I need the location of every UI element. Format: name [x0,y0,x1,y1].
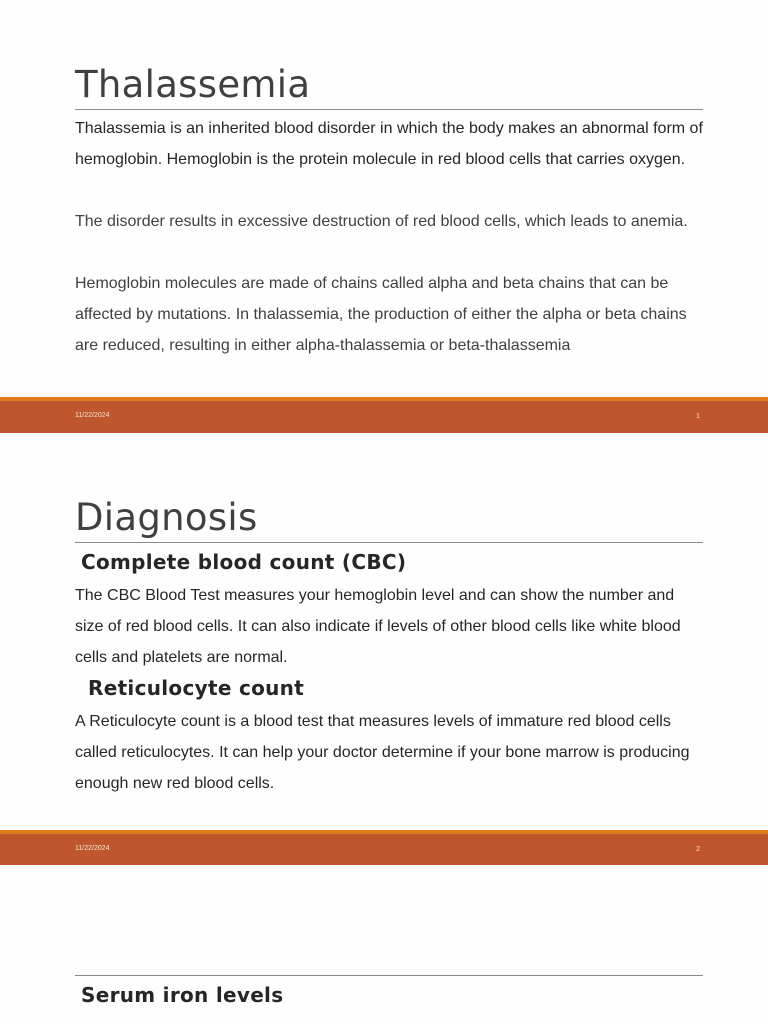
slide-title: Thalassemia [75,63,311,106]
slide-1 [0,0,768,433]
slide-number: 2 [696,846,700,853]
title-divider [75,975,703,976]
section-heading-serum-iron: Serum iron levels [81,983,284,1007]
section-heading-cbc: Complete blood count (CBC) [81,550,407,574]
title-divider [75,109,703,110]
section-text-reticulocyte: A Reticulocyte count is a blood test that measures levels of immature red blood cells called reticulocytes. It can help your doctor determine if your bone marrow is producing enough new red blood cells. [75,713,690,792]
body-paragraph: Thalassemia is an inherited blood disorder in which the body makes an abnormal form of hemoglobin. Hemoglobin is the protein molecule in red blood cells that carries oxygen. [75,120,703,168]
section-text-cbc: The CBC Blood Test measures your hemoglobin level and can show the number and size of red blood cells. It can also indicate if levels of other blood cells like white blood cells and platelets are normal. [75,587,681,666]
slide-footer-bar [0,830,768,865]
footer-date: 11/22/2024 [75,845,110,852]
body-paragraph: Hemoglobin molecules are made of chains called alpha and beta chains that can be affected by mutations. In thalassemia, the production of either the alpha or beta chains are reduced, resulting in either alpha-thalassemia or beta-thalassemia [75,275,687,354]
section-heading-reticulocyte: Reticulocyte count [88,676,305,700]
slide-footer-bar [0,397,768,433]
slide-title: Diagnosis [75,496,258,539]
title-divider [75,542,703,543]
slide-number: 1 [696,413,700,420]
body-paragraph: The disorder results in excessive destruction of red blood cells, which leads to anemia. [75,213,688,230]
slide-3 [0,865,768,1024]
slide-2 [0,433,768,865]
footer-date: 11/22/2024 [75,412,110,419]
